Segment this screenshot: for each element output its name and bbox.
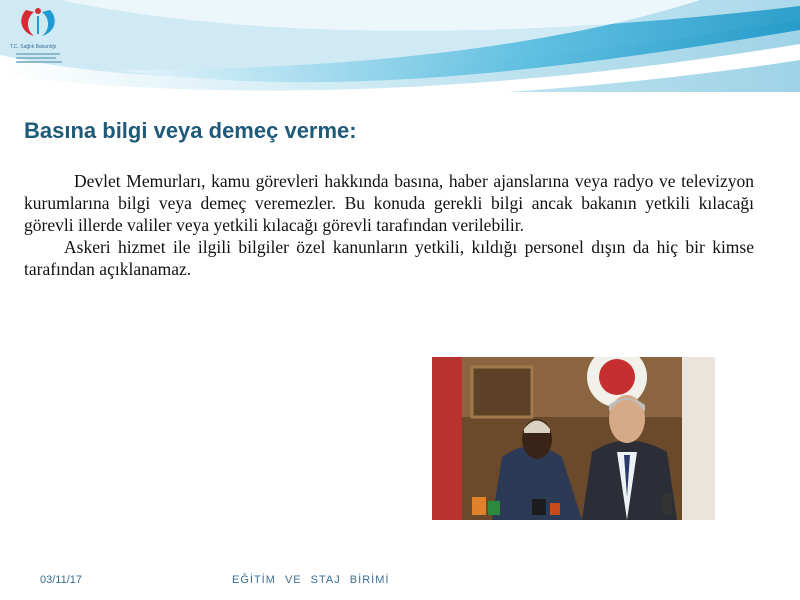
press-conference-photo [432,357,715,520]
header-banner [0,0,800,92]
ministry-logo [6,4,70,68]
logo-decoration [16,61,62,63]
logo-decoration [16,57,56,59]
slide-body [24,170,754,280]
paragraph-2: Askeri hizmet ile ilgili bilgiler özel kanunların yetkili, kıldığı personel dışın da hiç bir kimse tarafından açıklanamaz. [24,237,754,279]
footer-date: 03/11/17 [40,574,83,586]
slide-heading: Basına bilgi veya demeç verme: [24,118,357,143]
logo-decoration [16,53,60,55]
ministry-logo-icon [6,4,70,44]
press-photo-image [432,357,715,520]
footer-unit: EĞİTİM VE STAJ BİRİMİ [232,574,390,586]
paragraph-1: Devlet Memurları, kamu görevleri hakkında basına, haber ajanslarına veya radyo ve televizyon kurumlarına bilgi veya demeç veremezler. Bu konuda gerekli bilgi ancak bakanın yetkili kılacağı görevli illerde valiler veya yetkili kılacağı görevli tarafından verilebilir. [24,171,754,235]
ministry-name: T.C. Sağlık Bakanlığı [10,44,57,50]
